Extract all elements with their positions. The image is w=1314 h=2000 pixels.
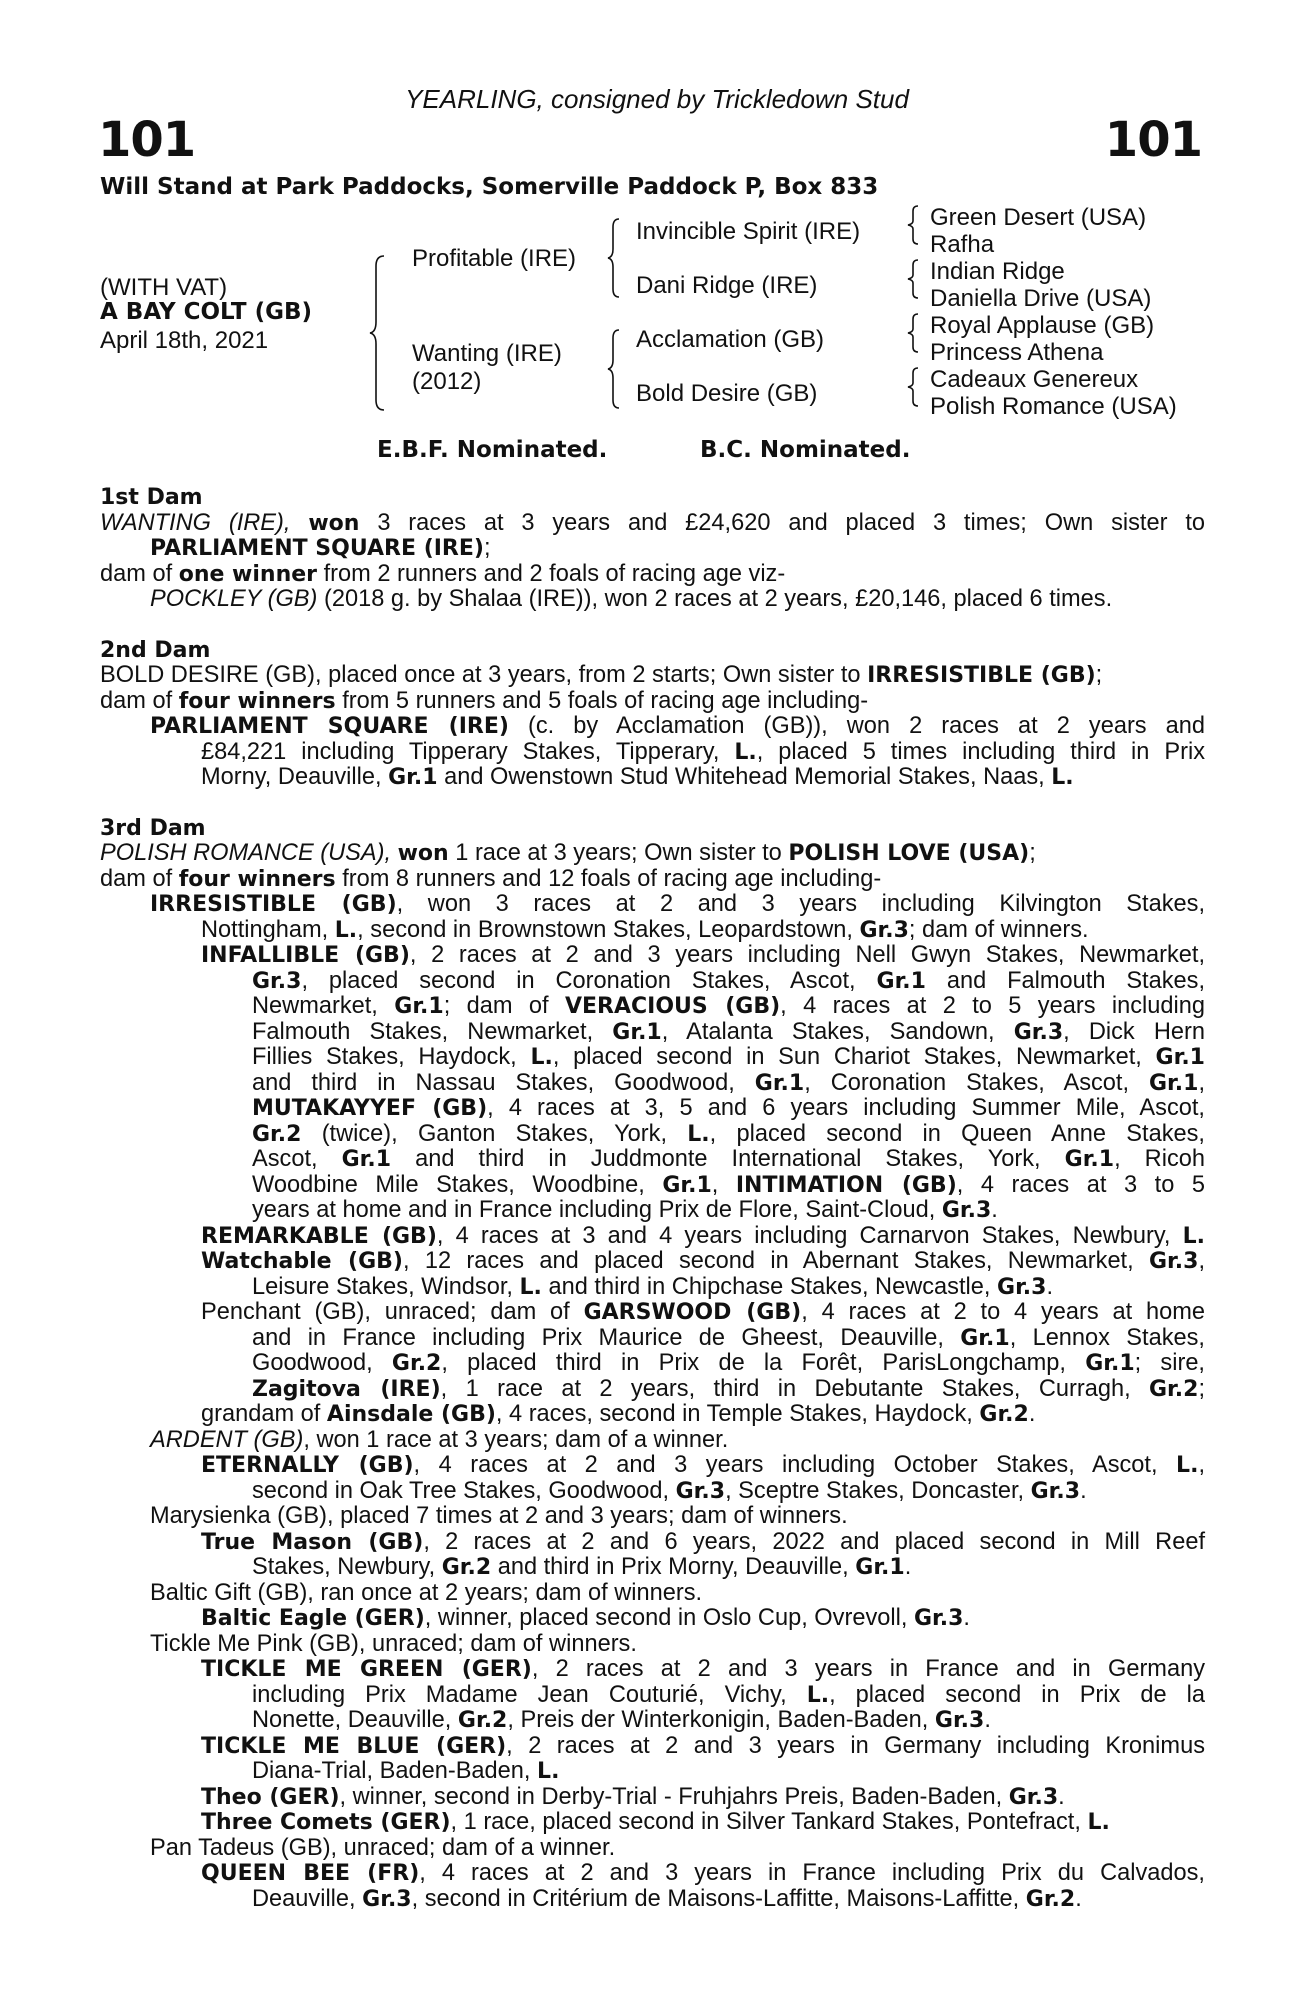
lot-number-left: 101: [98, 112, 196, 168]
first-dam-line: PARLIAMENT SQUARE (IRE);: [150, 535, 491, 561]
second-dam-heading: 2nd Dam: [100, 637, 211, 663]
vat-note: (WITH VAT): [100, 274, 228, 301]
ebf-nomination: E.B.F. Nominated.: [377, 437, 608, 463]
third-dam-line: Baltic Eagle (GER), winner, placed second in Oslo Cup, Ovrevoll, Gr.3.: [201, 1605, 970, 1631]
first-dam-heading: 1st Dam: [100, 485, 203, 510]
third-dam-line: Tickle Me Pink (GB), unraced; dam of winners.: [150, 1630, 637, 1657]
third-dam-line: Deauville, Gr.3, second in Critérium de Maisons-Laffitte, Maisons-Laffitte, Gr.2.: [252, 1885, 1082, 1912]
third-dam-line: True Mason (GB), 2 races at 2 and 6 years, 2022 and placed second in Mill Reef: [201, 1528, 1205, 1555]
pedigree-brace-g1: [906, 204, 920, 246]
first-dam-line: WANTING (IRE), won 3 races at 3 years and £24,620 and placed 3 times; Own sister to: [100, 509, 1206, 536]
third-dam-line: ARDENT (GB), won 1 race at 3 years; dam of a winner.: [150, 1426, 729, 1453]
lot-number-right: 101: [1104, 112, 1202, 168]
third-dam-line: TICKLE ME BLUE (GER), 2 races at 2 and 3 years in Germany including Kronimus: [201, 1732, 1205, 1759]
third-dam-line: QUEEN BEE (FR), 4 races at 2 and 3 years in France including Prix du Calvados,: [201, 1860, 1205, 1886]
second-dam-line: dam of four winners from 5 runners and 5 foals of racing age including-: [100, 687, 869, 714]
second-dam-line: BOLD DESIRE (GB), placed once at 3 years, from 2 starts; Own sister to IRRESISTIBLE (GB);: [100, 662, 1103, 688]
foaling-date: April 18th, 2021: [100, 327, 269, 354]
pedigree-brace-g2: [906, 258, 920, 300]
third-dam-line: dam of four winners from 8 runners and 12 foals of racing age including-: [100, 865, 882, 892]
third-dam-line: grandam of Ainsdale (GB), 4 races, second in Temple Stakes, Haydock, Gr.2.: [201, 1401, 1036, 1427]
third-dam-line: Marysienka (GB), placed 7 times at 2 and 3 years; dam of winners.: [150, 1503, 848, 1529]
third-dam-line: Theo (GER), winner, second in Derby-Trial - Fruhjahrs Preis, Baden-Baden, Gr.3.: [201, 1783, 1065, 1810]
stabling-location: Will Stand at Park Paddocks, Somerville Paddock P, Box 833: [100, 174, 879, 200]
third-dam-line: Pan Tadeus (GB), unraced; dam of a winner.: [150, 1834, 616, 1861]
third-dam-line: Gr.2 (twice), Ganton Stakes, York, L., placed second in Queen Anne Stakes,: [252, 1120, 1205, 1147]
pedigree-brace-sire: [606, 217, 622, 299]
third-dam-line: Stakes, Newbury, Gr.2 and third in Prix Morny, Deauville, Gr.1.: [252, 1554, 912, 1580]
second-dam-line: PARLIAMENT SQUARE (IRE) (c. by Acclamation (GB)), won 2 races at 2 years and: [150, 713, 1206, 739]
great-granddam-3: Princess Athena: [930, 339, 1104, 366]
third-dam-line: Zagitova (IRE), 1 race at 2 years, third in Debutante Stakes, Curragh, Gr.2;: [252, 1375, 1205, 1402]
great-grandsire-3: Royal Applause (GB): [930, 312, 1155, 339]
third-dam-line: Goodwood, Gr.2, placed third in Prix de la Forêt, ParisLongchamp, Gr.1; sire,: [252, 1350, 1205, 1376]
third-dam-line: TICKLE ME GREEN (GER), 2 races at 2 and 3 years in France and in Germany: [201, 1656, 1206, 1682]
third-dam-line: REMARKABLE (GB), 4 races at 3 and 4 years including Carnarvon Stakes, Newbury, L.: [201, 1222, 1205, 1249]
first-dam-line: dam of one winner from 2 runners and 2 foals of racing age viz-: [100, 560, 786, 587]
third-dam-line: including Prix Madame Jean Couturié, Vichy, L., placed second in Prix de la: [252, 1681, 1205, 1708]
pedigree-brace-g4: [906, 366, 920, 408]
dam: Wanting (IRE): [412, 340, 562, 367]
pedigree-brace-g3: [906, 312, 920, 354]
third-dam-line: Leisure Stakes, Windsor, L. and third in Chipchase Stakes, Newcastle, Gr.3.: [252, 1273, 1054, 1300]
third-dam-line: years at home and in France including Prix de Flore, Saint-Cloud, Gr.3.: [252, 1197, 998, 1223]
third-dam-line: IRRESISTIBLE (GB), won 3 races at 2 and 3 years including Kilvington Stakes,: [150, 891, 1205, 917]
great-granddam-1: Rafha: [930, 231, 995, 258]
sire-sire: Invincible Spirit (IRE): [636, 218, 861, 245]
pedigree-brace-dam: [606, 328, 622, 410]
third-dam-line: and third in Nassau Stakes, Goodwood, Gr.1, Coronation Stakes, Ascot, Gr.1,: [252, 1069, 1205, 1096]
second-dam-line: £84,221 including Tipperary Stakes, Tipperary, L., placed 5 times including third in Prix: [201, 738, 1205, 765]
third-dam-line: second in Oak Tree Stakes, Goodwood, Gr.3, Sceptre Stakes, Doncaster, Gr.3.: [252, 1477, 1087, 1504]
great-grandsire-4: Cadeaux Genereux: [930, 366, 1139, 393]
third-dam-line: ETERNALLY (GB), 4 races at 2 and 3 years including October Stakes, Ascot, L.,: [201, 1452, 1205, 1478]
third-dam-line: and in France including Prix Maurice de Gheest, Deauville, Gr.1, Lennox Stakes,: [252, 1324, 1205, 1351]
great-grandsire-1: Green Desert (USA): [930, 204, 1147, 231]
great-granddam-4: Polish Romance (USA): [930, 393, 1177, 420]
third-dam-line: Watchable (GB), 12 races and placed second in Abernant Stakes, Newmarket, Gr.3,: [201, 1248, 1205, 1274]
third-dam-line: Penchant (GB), unraced; dam of GARSWOOD (GB), 4 races at 2 to 4 years at home: [201, 1299, 1205, 1325]
third-dam-line: Woodbine Mile Stakes, Woodbine, Gr.1, INTIMATION (GB), 4 races at 3 to 5: [252, 1171, 1205, 1198]
great-grandsire-2: Indian Ridge: [930, 258, 1065, 285]
first-dam-line: POCKLEY (GB) (2018 g. by Shalaa (IRE)), won 2 races at 2 years, £20,146, placed 6 times.: [150, 586, 1113, 612]
sire: Profitable (IRE): [412, 245, 577, 272]
third-dam-line: POLISH ROMANCE (USA), won 1 race at 3 years; Own sister to POLISH LOVE (USA);: [100, 840, 1036, 866]
third-dam-line: Nonette, Deauville, Gr.2, Preis der Winterkonigin, Baden-Baden, Gr.3.: [252, 1707, 991, 1733]
second-dam-line: Morny, Deauville, Gr.1 and Owenstown Stud Whitehead Memorial Stakes, Naas, L.: [201, 764, 1074, 790]
third-dam-line: Ascot, Gr.1 and third in Juddmonte International Stakes, York, Gr.1, Ricoh: [252, 1146, 1205, 1172]
third-dam-line: Baltic Gift (GB), ran once at 2 years; dam of winners.: [150, 1579, 703, 1606]
third-dam-line: Falmouth Stakes, Newmarket, Gr.1, Atalanta Stakes, Sandown, Gr.3, Dick Hern: [252, 1018, 1205, 1045]
great-granddam-2: Daniella Drive (USA): [930, 285, 1152, 312]
third-dam-line: Diana-Trial, Baden-Baden, L.: [252, 1758, 560, 1784]
catalogue-body: [100, 485, 1205, 1912]
third-dam-line: Fillies Stakes, Haydock, L., placed second in Sun Chariot Stakes, Newmarket, Gr.1: [252, 1044, 1205, 1070]
sire-dam: Dani Ridge (IRE): [636, 272, 818, 299]
third-dam-heading: 3rd Dam: [100, 815, 206, 841]
third-dam-line: INFALLIBLE (GB), 2 races at 2 and 3 years including Nell Gwyn Stakes, Newmarket,: [201, 942, 1206, 968]
bc-nomination: B.C. Nominated.: [700, 437, 911, 463]
third-dam-line: Nottingham, L., second in Brownstown Stakes, Leopardstown, Gr.3; dam of winners.: [201, 916, 1089, 943]
third-dam-line: Newmarket, Gr.1; dam of VERACIOUS (GB), 4 races at 2 to 5 years including: [252, 993, 1206, 1019]
third-dam-line: MUTAKAYYEF (GB), 4 races at 3, 5 and 6 years including Summer Mile, Ascot,: [252, 1095, 1205, 1121]
dam-dam: Bold Desire (GB): [636, 380, 818, 407]
consignor-line: YEARLING, consigned by Trickledown Stud: [405, 84, 909, 114]
horse-name: A BAY COLT (GB): [100, 299, 313, 325]
third-dam-line: Three Comets (GER), 1 race, placed second in Silver Tankard Stakes, Pontefract, L.: [201, 1809, 1110, 1835]
dam-year: (2012): [412, 368, 482, 395]
pedigree-brace-main: [368, 254, 388, 412]
third-dam-line: Gr.3, placed second in Coronation Stakes, Ascot, Gr.1 and Falmouth Stakes,: [252, 967, 1206, 994]
dam-sire: Acclamation (GB): [636, 326, 825, 353]
